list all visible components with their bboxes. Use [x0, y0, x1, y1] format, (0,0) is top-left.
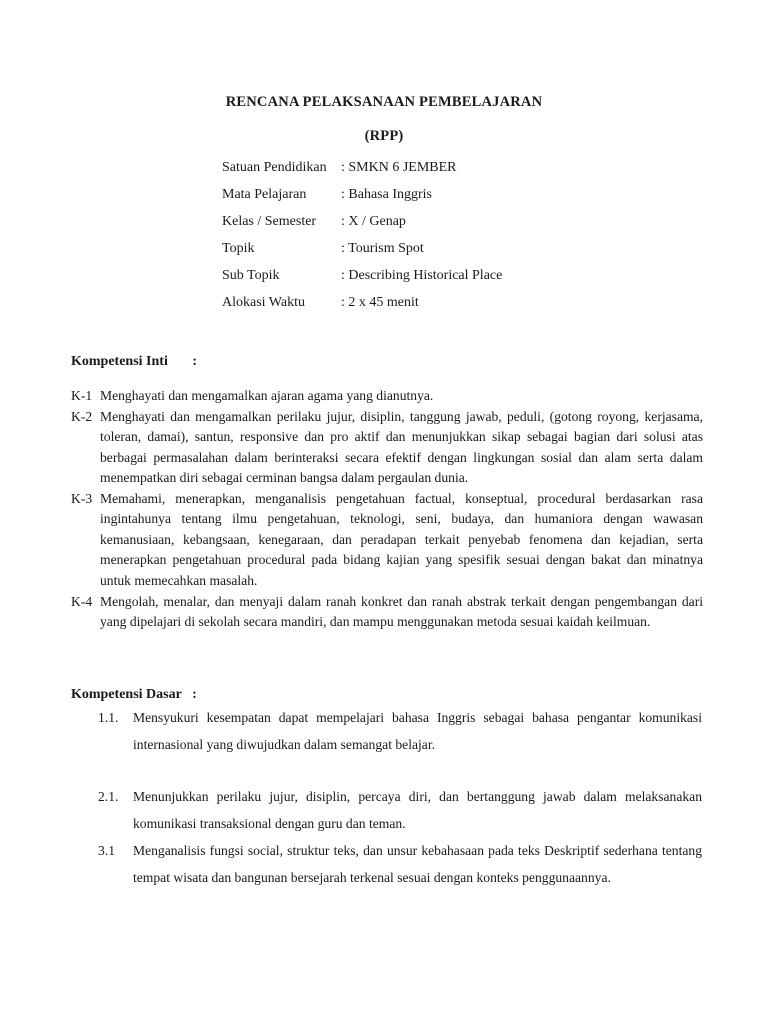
identity-label: Kelas / Semester	[222, 214, 317, 229]
item-code: K-4	[71, 594, 93, 609]
identity-value: : Describing Historical Place	[341, 268, 503, 283]
item-code: K-3	[71, 491, 93, 506]
item-text: Menganalisis fungsi social, struktur teks, dan unsur kebahasaan pada teks Deskriptif sederhana tentang tempat wisata dan bangunan bersejarah terkenal sesuai dengan konteks penggunaannya.	[133, 843, 702, 885]
kompetensi-dasar-item	[98, 783, 702, 837]
item-text: Mengolah, menalar, dan menyaji dalam ranah konkret dan ranah abstrak terkait dengan pengembangan dari yang dipelajari di sekolah secara mandiri, dan mampu menggunakan metoda sesuai kaidah keilmuan.	[100, 594, 703, 630]
item-code: K-1	[71, 388, 93, 403]
item-text: Menunjukkan perilaku jujur, disiplin, percaya diri, dan bertanggung jawab dalam melaksanakan komunikasi transaksional dengan guru dan teman.	[133, 789, 702, 831]
identity-label: Satuan Pendidikan	[222, 160, 327, 175]
kompetensi-inti-item	[71, 592, 703, 633]
item-text: Menghayati dan mengamalkan ajaran agama yang dianutnya.	[100, 388, 434, 403]
item-code: K-2	[71, 409, 93, 424]
item-text: Menghayati dan mengamalkan perilaku jujur, disiplin, tanggung jawab, peduli, (gotong royong, kerjasama, toleran, damai), santun, responsive dan pro aktif dan menunjukkan sikap sebagai bagian dari solusi atas berbagai permasalahan dalam berinteraksi secara efektif dengan lingkungan sosial dan alam serta dalam menempatkan diri sebagai cerminan bangsa dalam pergaulan dunia.	[100, 409, 703, 486]
kompetensi-inti-item	[71, 386, 703, 406]
document-title: RENCANA PELAKSANAAN PEMBELAJARAN	[225, 94, 543, 110]
kompetensi-inti-heading: Kompetensi Inti :	[71, 354, 197, 369]
kompetensi-dasar-item	[98, 837, 702, 891]
document-subtitle: (RPP)	[364, 128, 404, 144]
kompetensi-inti-item	[71, 407, 703, 489]
item-code: 1.1.	[98, 710, 119, 725]
identity-label: Topik	[222, 241, 255, 256]
kompetensi-dasar-item	[98, 704, 702, 758]
item-text: Memahami, menerapkan, menganalisis pengetahuan factual, konseptual, procedural berdasarkan rasa ingintahunya tentang ilmu pengetahuan, teknologi, seni, budaya, dan humaniora dengan wawasan kemanusiaan, kebangsaan, kenegaraan, dan peradapan terkait penyebab fenomena dan kejadian, serta menerapkan pengetahuan procedural pada bidang kajian yang spesifik sesuai dengan bakat dan minatnya untuk memecahkan masalah.	[100, 491, 703, 588]
item-text: Mensyukuri kesempatan dapat mempelajari bahasa Inggris sebagai bahasa pengantar komunikasi internasional yang diwujudkan dalam semangat belajar.	[133, 710, 702, 752]
item-code: 3.1	[98, 843, 115, 858]
identity-label: Mata Pelajaran	[222, 187, 307, 202]
kompetensi-inti-item	[71, 489, 703, 591]
identity-value: : Tourism Spot	[341, 241, 424, 256]
identity-label: Sub Topik	[222, 268, 280, 283]
identity-label: Alokasi Waktu	[222, 295, 305, 310]
identity-value: : 2 x 45 menit	[341, 295, 419, 310]
identity-value: : SMKN 6 JEMBER	[341, 160, 457, 175]
identity-value: : Bahasa Inggris	[341, 187, 432, 202]
identity-value: : X / Genap	[341, 214, 406, 229]
item-code: 2.1.	[98, 789, 119, 804]
kompetensi-dasar-heading: Kompetensi Dasar :	[71, 687, 197, 702]
